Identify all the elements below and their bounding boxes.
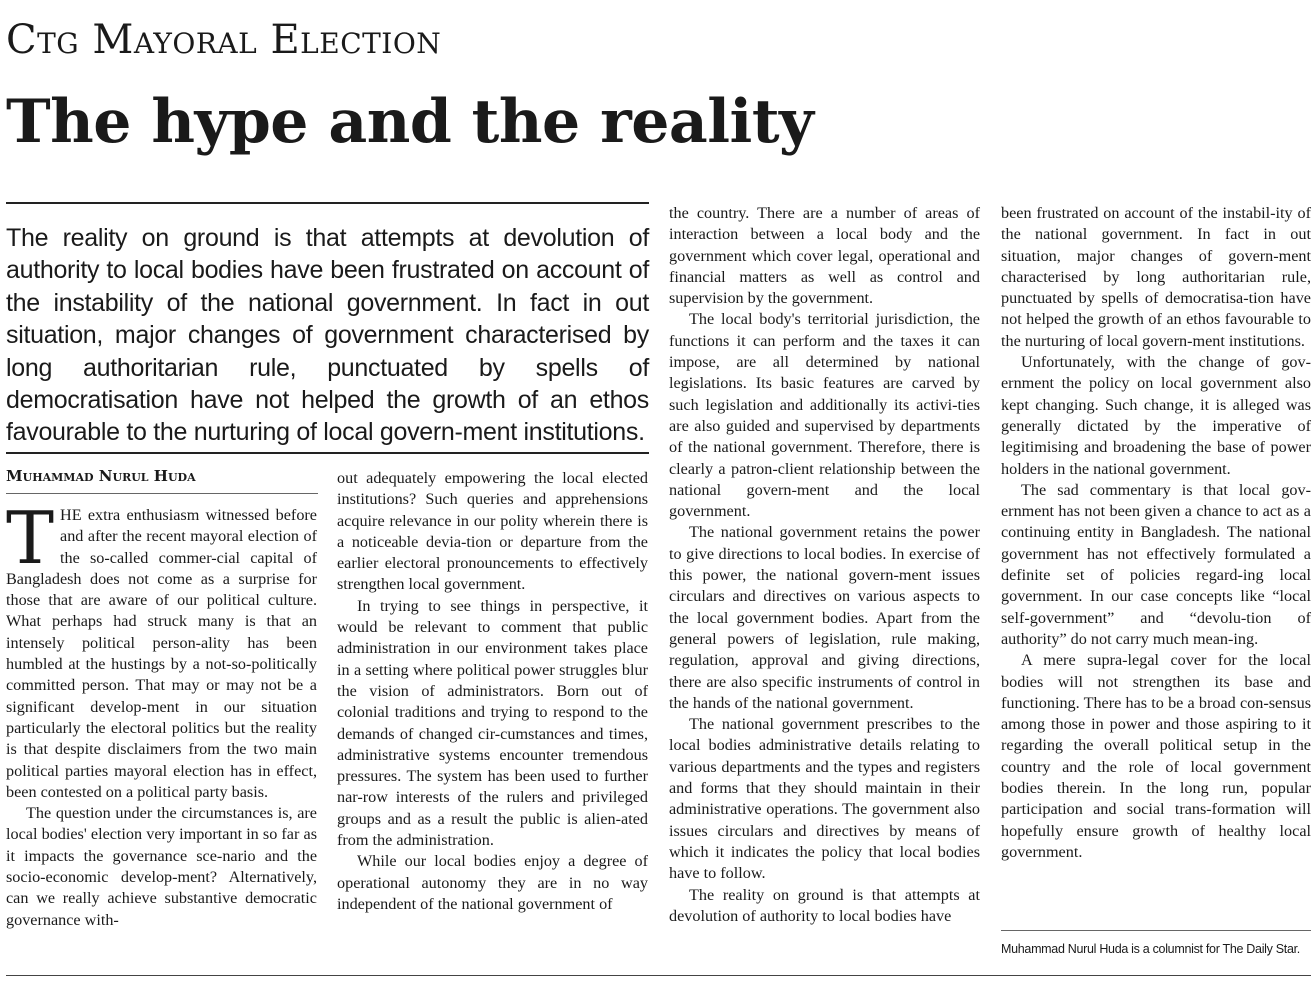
- paragraph-text: extra enthusiasm witnessed before and after the recent mayoral election of the so-called commer-cial capital of Bangladesh does not come as a surprise for those that are aware of our political culture. What perhaps had struck many is that an intensely political person-ality has been humbled at the hustings by a not-so-politically committed person. That may or may not be a significant develop-ment in our situation particularly the electoral politics but the reality is that despite disclaimers from the two main political parties mayoral election has in effect, been contested on a political party basis.: [6, 506, 317, 801]
- headline: The hype and the reality: [6, 87, 814, 157]
- paragraph: The question under the circumstances is, are local bodies' election very important in so far as it impacts the governance sce-nario and the socio-economic develop-ment? Alternatively, can we really achieve substantive democratic governance with-: [6, 804, 317, 929]
- paragraph: A mere supra-legal cover for the local bodies will not strengthen its base and functioning. There has to be a broad con-sensus among those in power and those aspiring to it regarding the overall political setup in the country and the role of local government bodies therein. In the long run, popular participation and social trans-formation will hopefully ensure growth of healthy local government.: [1001, 651, 1311, 861]
- paragraph: While our local bodies enjoy a degree of operational autonomy they are in no way independent of the national government of: [337, 852, 648, 913]
- paragraph: out adequately empowering the local elected institutions? Such queries and apprehensions acquire relevance in our polity wherein there is a noticeable devia-tion or departure from the earlier electoral pronouncements to effectively strengthen local government.: [337, 469, 648, 594]
- byline: Muhammad Nurul Huda: [6, 467, 196, 485]
- paragraph: been frustrated on account of the instabil-ity of the national government. In fact in out situation, major changes of govern-ment characterised by long authoritarian rule, punctuated by spells of democratisa-tion have not helped the growth of an ethos favourable to the nurturing of local govern-ment institutions.: [1001, 204, 1311, 350]
- paragraph: The local body's territorial jurisdiction, the functions it can perform and the taxes it can impose, are all determined by national legislations. Its basic features are carved by such legislation and additionally its activi-ties are also guided and supervised by departments of the national government. Therefore, there is clearly a patron-client relationship between the national govern-ment and the local government.: [669, 310, 980, 521]
- drop-cap: T: [6, 496, 55, 580]
- paragraph: In trying to see things in perspective, it would be relevant to comment that public administration in our environment takes place in a setting where political power struggles blur the vision of administrators. Born out of colonial traditions and trying to respond to the demands of changed cir-cumstances and times, administrative systems encounter tremendous pressures. The system has been used to further nar-row interests of the rulers and privileged groups and as a result the public is alien-ated from the administration.: [337, 596, 648, 850]
- article-column-3: [669, 203, 980, 927]
- rule-divider: [6, 975, 1311, 976]
- rule-divider: [1001, 930, 1311, 931]
- paragraph: The national government prescribes to the local bodies administrative details relating to various departments and the types and registers and forms that they should maintain in their administrative operations. The government also issues circulars and directives by means of which it indicates the policy that local bodies have to follow.: [669, 715, 980, 883]
- paragraph: the country. There are a number of areas of interaction between a local body and the government which cover legal, operational and financial matters as well as control and supervision by the government.: [669, 204, 980, 308]
- paragraph: The sad commentary is that local gov-ernment has not been given a chance to act as a continuing entity in Bangladesh. The national government has not effectively formulated a definite set of policies regard-ing local government. In our case concepts like “local self-government” and “devolu-tion of authority” do not carry much mean-ing.: [1001, 480, 1311, 648]
- rule-divider: [6, 452, 649, 454]
- paragraph: The reality on ground is that attempts at devolution of authority to local bodies have: [669, 885, 980, 925]
- section-kicker: Ctg Mayoral Election: [6, 17, 442, 63]
- paragraph: Unfortunately, with the change of gov-ernment the policy on local government also kept changing. Such change, it is alleged was generally dictated by the imperative of legitimising and broadening the base of power holders in the national government.: [1001, 353, 1311, 478]
- article-column-2: [337, 468, 648, 915]
- paragraph: The national government retains the power to give directions to local bodies. In exercise of this power, the national govern-ment issues circulars and directives on various aspects to the local government bodies. Apart from the general powers of legislation, rule making, regulation, approval and giving directions, there are also specific instruments of control in the hands of the national government.: [669, 523, 980, 712]
- lead-smallcaps: HE: [60, 506, 82, 524]
- paragraph: [6, 496, 317, 803]
- rule-divider: [6, 202, 649, 204]
- rule-divider: [6, 493, 318, 494]
- article-column-1: [6, 496, 317, 931]
- article-column-4: [1001, 203, 1311, 863]
- pull-quote: The reality on ground is that attempts at devolution of authority to local bodies have been frustrated on account of the instability of the national government. In fact in out situation, major changes of government characterised by long authoritarian rule, punctuated by spells of democratisation have not helped the growth of an ethos favourable to the nurturing of local govern-ment institutions.: [6, 224, 649, 447]
- author-note: Muhammad Nurul Huda is a columnist for The Daily Star.: [1001, 942, 1300, 956]
